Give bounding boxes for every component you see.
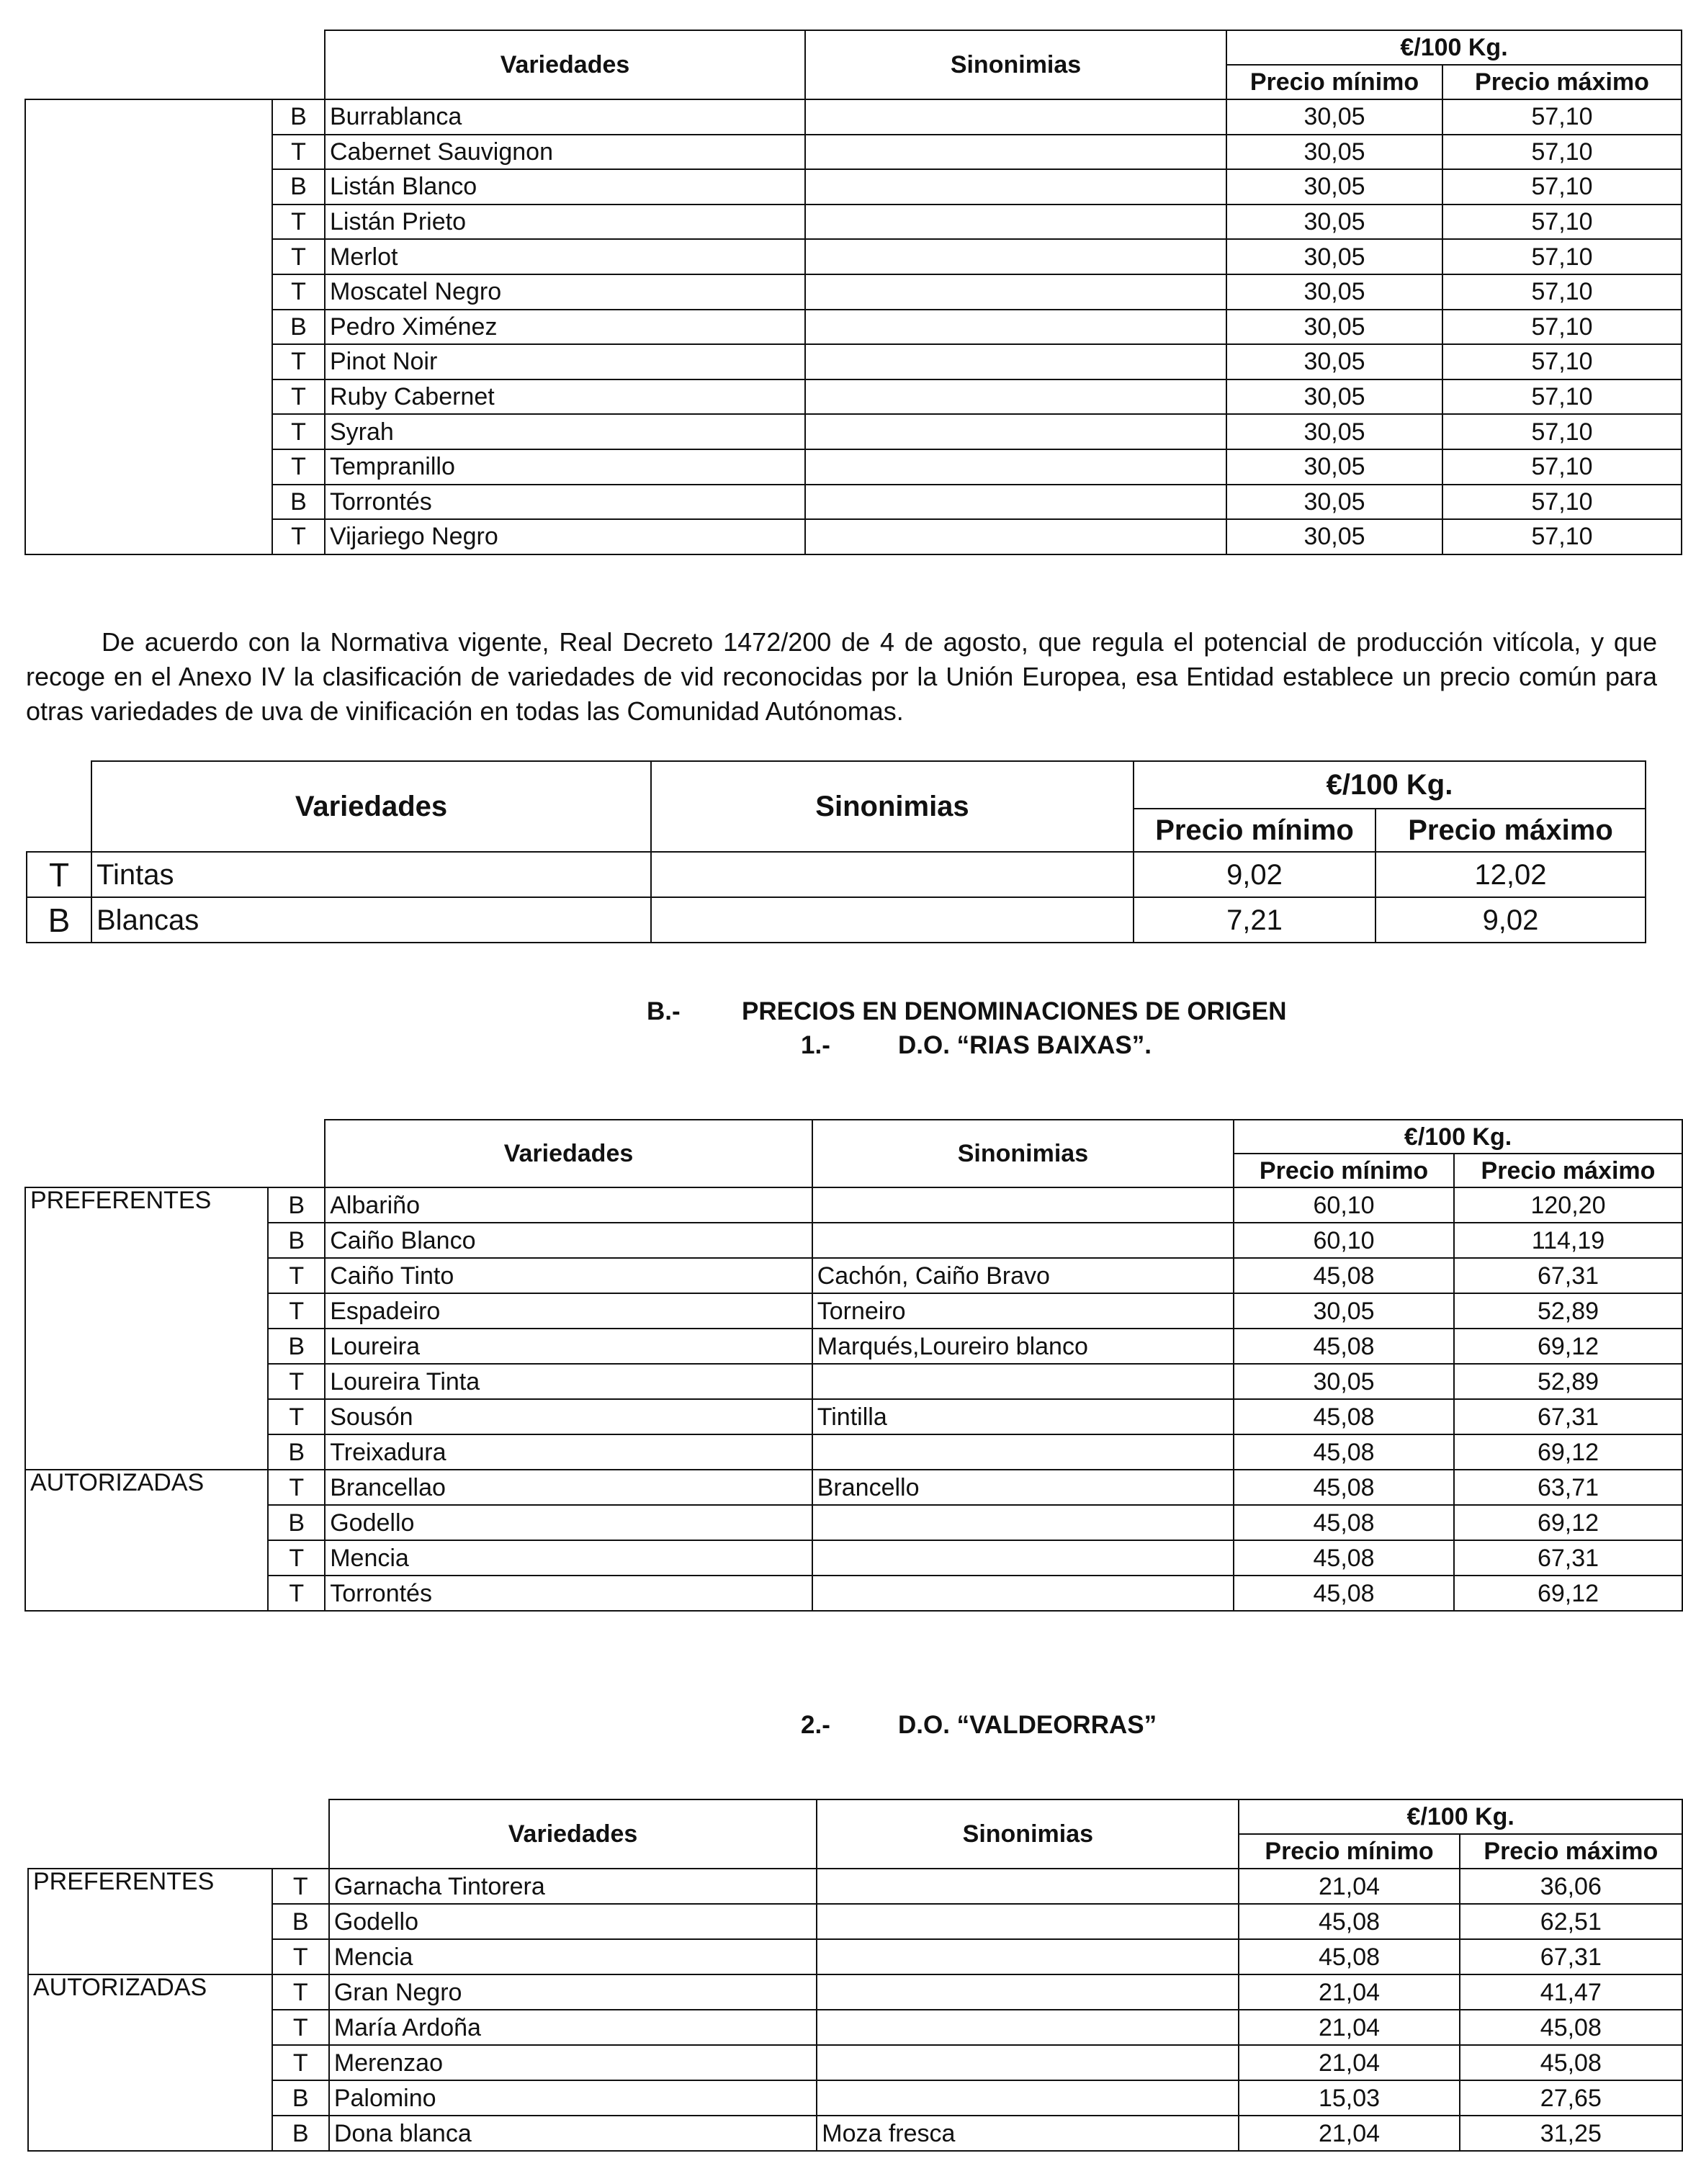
min-price: 45,08 — [1234, 1576, 1454, 1611]
table-row — [25, 274, 1682, 310]
max-price: 36,06 — [1460, 1869, 1682, 1904]
table-row — [25, 99, 1682, 135]
type-code: T — [272, 449, 325, 485]
type-code: T — [272, 379, 325, 415]
variety-name: Gran Negro — [329, 1974, 817, 2010]
group-label: PREFERENTES — [25, 1187, 268, 1223]
max-price: 120,20 — [1454, 1187, 1682, 1223]
min-price: 45,08 — [1234, 1540, 1454, 1576]
header-synonyms: Sinonimias — [817, 1799, 1239, 1869]
type-code: B — [27, 897, 91, 943]
type-code: B — [272, 99, 325, 135]
type-code: B — [268, 1187, 325, 1223]
section-1-title: D.O. “RIAS BAIXAS”. — [898, 1031, 1152, 1059]
type-code: B — [268, 1505, 325, 1540]
synonyms — [817, 1939, 1239, 1974]
variety-name: Caiño Blanco — [325, 1223, 812, 1258]
header-varieties: Variedades — [329, 1799, 817, 1869]
synonyms — [812, 1505, 1234, 1540]
variety-name: Caiño Tinto — [325, 1258, 812, 1293]
group-cell — [25, 1576, 268, 1611]
min-price: 21,04 — [1239, 1869, 1459, 1904]
variety-name: Pedro Ximénez — [325, 310, 805, 345]
max-price: 57,10 — [1442, 239, 1682, 274]
max-price: 69,12 — [1454, 1434, 1682, 1470]
variety-name: Godello — [329, 1904, 817, 1939]
type-code: T — [272, 414, 325, 449]
synonyms — [812, 1540, 1234, 1576]
type-code: T — [272, 2010, 329, 2045]
synonyms — [817, 2080, 1239, 2116]
variety-name: Moscatel Negro — [325, 274, 805, 310]
table-row — [25, 519, 1682, 554]
header-varieties: Variedades — [325, 1120, 812, 1187]
variety-name: Torrontés — [325, 485, 805, 520]
section-b-number: B.- — [647, 997, 681, 1025]
max-price: 114,19 — [1454, 1223, 1682, 1258]
synonyms — [805, 239, 1226, 274]
group-cell — [25, 449, 272, 485]
type-code: B — [272, 2080, 329, 2116]
min-price: 30,05 — [1234, 1293, 1454, 1329]
max-price: 62,51 — [1460, 1904, 1682, 1939]
group-cell — [25, 1399, 268, 1434]
header-currency: €/100 Kg. — [1134, 761, 1646, 809]
table2-body — [27, 852, 1646, 943]
group-cell — [25, 1258, 268, 1293]
max-price: 52,89 — [1454, 1364, 1682, 1399]
synonyms — [805, 310, 1226, 345]
max-price: 57,10 — [1442, 169, 1682, 205]
table-row — [28, 2116, 1682, 2151]
table-row — [25, 485, 1682, 520]
table-row — [28, 2045, 1682, 2080]
group-cell — [28, 2010, 272, 2045]
type-code: T — [272, 205, 325, 240]
synonyms — [805, 205, 1226, 240]
variety-name: Sousón — [325, 1399, 812, 1434]
synonyms — [805, 344, 1226, 379]
variety-name: Ruby Cabernet — [325, 379, 805, 415]
min-price: 21,04 — [1239, 1974, 1459, 2010]
synonyms: Tintilla — [812, 1399, 1234, 1434]
section-b-title: PRECIOS EN DENOMINACIONES DE ORIGEN — [742, 997, 1287, 1025]
max-price: 57,10 — [1442, 310, 1682, 345]
synonyms — [817, 2045, 1239, 2080]
min-price: 60,10 — [1234, 1187, 1454, 1223]
table-row — [25, 1329, 1682, 1364]
variety-name: Espadeiro — [325, 1293, 812, 1329]
header-max-price: Precio máximo — [1442, 65, 1682, 99]
min-price: 30,05 — [1226, 135, 1442, 170]
header-min-price: Precio mínimo — [1134, 809, 1375, 852]
type-code: T — [268, 1470, 325, 1505]
table-row — [28, 1974, 1682, 2010]
max-price: 57,10 — [1442, 485, 1682, 520]
max-price: 57,10 — [1442, 519, 1682, 554]
group-cell — [25, 169, 272, 205]
max-price: 63,71 — [1454, 1470, 1682, 1505]
min-price: 30,05 — [1234, 1364, 1454, 1399]
variety-name: Merenzao — [329, 2045, 817, 2080]
min-price: 15,03 — [1239, 2080, 1459, 2116]
variety-name: Albariño — [325, 1187, 812, 1223]
min-price: 30,05 — [1226, 274, 1442, 310]
type-code: B — [268, 1329, 325, 1364]
group-cell — [25, 1505, 268, 1540]
group-cell — [25, 274, 272, 310]
table-row — [28, 2080, 1682, 2116]
type-code: T — [272, 1939, 329, 1974]
synonyms — [817, 1904, 1239, 1939]
type-code: B — [268, 1434, 325, 1470]
group-cell — [25, 239, 272, 274]
table-row — [25, 1187, 1682, 1223]
synonyms — [805, 449, 1226, 485]
variety-name: Cabernet Sauvignon — [325, 135, 805, 170]
type-code: B — [272, 310, 325, 345]
header-min-price: Precio mínimo — [1239, 1834, 1459, 1869]
max-price: 57,10 — [1442, 205, 1682, 240]
type-code: B — [272, 485, 325, 520]
type-code: T — [272, 2045, 329, 2080]
max-price: 67,31 — [1454, 1399, 1682, 1434]
header-varieties: Variedades — [325, 30, 805, 99]
section-2-number: 2.- — [801, 1711, 830, 1739]
group-cell — [25, 310, 272, 345]
min-price: 9,02 — [1134, 852, 1375, 897]
variety-name: Merlot — [325, 239, 805, 274]
variety-name: Mencia — [325, 1540, 812, 1576]
variety-name: Garnacha Tintorera — [329, 1869, 817, 1904]
min-price: 45,08 — [1234, 1470, 1454, 1505]
type-code: T — [268, 1399, 325, 1434]
price-table-rias-baixas — [24, 1119, 1683, 1612]
max-price: 31,25 — [1460, 2116, 1682, 2151]
variety-name: Listán Prieto — [325, 205, 805, 240]
group-cell — [28, 1939, 272, 1974]
synonyms: Cachón, Caiño Bravo — [812, 1258, 1234, 1293]
price-table-general — [24, 30, 1682, 555]
header-min-price: Precio mínimo — [1234, 1154, 1454, 1187]
min-price: 30,05 — [1226, 449, 1442, 485]
type-code: T — [272, 344, 325, 379]
variety-name: Burrablanca — [325, 99, 805, 135]
table-row — [25, 239, 1682, 274]
max-price: 67,31 — [1454, 1540, 1682, 1576]
type-code: T — [268, 1364, 325, 1399]
synonyms: Torneiro — [812, 1293, 1234, 1329]
max-price: 57,10 — [1442, 344, 1682, 379]
variety-name: María Ardoña — [329, 2010, 817, 2045]
group-label: AUTORIZADAS — [25, 1470, 268, 1505]
header-max-price: Precio máximo — [1454, 1154, 1682, 1187]
variety-name: Blancas — [91, 897, 651, 943]
group-cell — [25, 99, 272, 135]
header-varieties: Variedades — [91, 761, 651, 852]
type-code: T — [268, 1258, 325, 1293]
variety-name: Mencia — [329, 1939, 817, 1974]
synonyms — [812, 1576, 1234, 1611]
regulation-paragraph: De acuerdo con la Normativa vigente, Real Decreto 1472/200 de 4 de agosto, que regula el potencial de producción vitícola, y que recoge en el Anexo IV la clasificación de variedades de vid reconocidas por la Unión Europea, esa Entidad establece un precio común para otras variedades de uva de vinificación en todas las Comunidad Autónomas. — [26, 627, 1657, 726]
synonyms — [805, 414, 1226, 449]
price-table-common — [26, 760, 1646, 943]
max-price: 69,12 — [1454, 1329, 1682, 1364]
group-cell — [25, 1540, 268, 1576]
variety-name: Palomino — [329, 2080, 817, 2116]
group-cell — [25, 1223, 268, 1258]
min-price: 45,08 — [1234, 1329, 1454, 1364]
group-cell — [25, 205, 272, 240]
table-row — [25, 414, 1682, 449]
type-code: T — [268, 1576, 325, 1611]
min-price: 21,04 — [1239, 2045, 1459, 2080]
min-price: 30,05 — [1226, 485, 1442, 520]
header-max-price: Precio máximo — [1375, 809, 1646, 852]
table-row — [25, 1293, 1682, 1329]
variety-name: Tintas — [91, 852, 651, 897]
table-row — [25, 1399, 1682, 1434]
group-label: PREFERENTES — [28, 1869, 272, 1904]
variety-name: Godello — [325, 1505, 812, 1540]
max-price: 52,89 — [1454, 1293, 1682, 1329]
group-cell — [28, 2080, 272, 2116]
synonyms — [805, 99, 1226, 135]
synonyms — [651, 897, 1134, 943]
variety-name: Dona blanca — [329, 2116, 817, 2151]
min-price: 30,05 — [1226, 519, 1442, 554]
table-row — [25, 1364, 1682, 1399]
type-code: T — [268, 1540, 325, 1576]
synonyms: Moza fresca — [817, 2116, 1239, 2151]
max-price: 57,10 — [1442, 135, 1682, 170]
header-synonyms: Sinonimias — [805, 30, 1226, 99]
type-code: T — [272, 1869, 329, 1904]
synonyms — [805, 169, 1226, 205]
max-price: 27,65 — [1460, 2080, 1682, 2116]
table-row — [27, 852, 1646, 897]
min-price: 30,05 — [1226, 310, 1442, 345]
table-row — [28, 1869, 1682, 1904]
section-2-title: D.O. “VALDEORRAS” — [898, 1711, 1157, 1739]
table-row — [25, 1576, 1682, 1611]
group-cell — [28, 2116, 272, 2151]
max-price: 69,12 — [1454, 1505, 1682, 1540]
group-cell — [25, 485, 272, 520]
header-spacer — [25, 30, 325, 99]
synonyms: Marqués,Loureiro blanco — [812, 1329, 1234, 1364]
table-row — [28, 2010, 1682, 2045]
header-max-price: Precio máximo — [1460, 1834, 1682, 1869]
max-price: 57,10 — [1442, 379, 1682, 415]
min-price: 21,04 — [1239, 2116, 1459, 2151]
variety-name: Tempranillo — [325, 449, 805, 485]
min-price: 30,05 — [1226, 379, 1442, 415]
table-row — [25, 449, 1682, 485]
max-price: 69,12 — [1454, 1576, 1682, 1611]
synonyms — [812, 1187, 1234, 1223]
variety-name: Vijariego Negro — [325, 519, 805, 554]
header-spacer — [25, 1120, 325, 1187]
table-row — [25, 169, 1682, 205]
header-currency: €/100 Kg. — [1226, 30, 1682, 65]
variety-name: Torrontés — [325, 1576, 812, 1611]
min-price: 60,10 — [1234, 1223, 1454, 1258]
max-price: 41,47 — [1460, 1974, 1682, 2010]
max-price: 67,31 — [1460, 1939, 1682, 1974]
variety-name: Brancellao — [325, 1470, 812, 1505]
table4-body — [28, 1869, 1682, 2151]
table-row — [25, 1505, 1682, 1540]
table-row — [25, 135, 1682, 170]
table-row — [25, 1258, 1682, 1293]
group-cell — [25, 1434, 268, 1470]
synonyms — [805, 135, 1226, 170]
table-row — [25, 205, 1682, 240]
max-price: 67,31 — [1454, 1258, 1682, 1293]
max-price: 57,10 — [1442, 274, 1682, 310]
min-price: 30,05 — [1226, 169, 1442, 205]
header-spacer — [28, 1799, 329, 1869]
min-price: 30,05 — [1226, 239, 1442, 274]
type-code: B — [272, 169, 325, 205]
group-cell — [28, 1904, 272, 1939]
synonyms — [812, 1434, 1234, 1470]
group-cell — [25, 379, 272, 415]
variety-name: Listán Blanco — [325, 169, 805, 205]
table-row — [25, 310, 1682, 345]
table-row — [25, 344, 1682, 379]
group-cell — [28, 2045, 272, 2080]
group-cell — [25, 135, 272, 170]
max-price: 9,02 — [1375, 897, 1646, 943]
group-cell — [25, 1329, 268, 1364]
variety-name: Syrah — [325, 414, 805, 449]
type-code: T — [272, 1974, 329, 2010]
section-1-number: 1.- — [801, 1031, 830, 1059]
table-row — [27, 897, 1646, 943]
header-currency: €/100 Kg. — [1234, 1120, 1682, 1154]
header-synonyms: Sinonimias — [651, 761, 1134, 852]
table-row — [28, 1939, 1682, 1974]
synonyms — [812, 1364, 1234, 1399]
variety-name: Loureira Tinta — [325, 1364, 812, 1399]
header-currency: €/100 Kg. — [1239, 1799, 1682, 1834]
table-row — [25, 1434, 1682, 1470]
group-cell — [25, 414, 272, 449]
group-cell — [25, 344, 272, 379]
header-synonyms: Sinonimias — [812, 1120, 1234, 1187]
group-label: AUTORIZADAS — [28, 1974, 272, 2010]
min-price: 30,05 — [1226, 205, 1442, 240]
type-code: B — [272, 1904, 329, 1939]
max-price: 45,08 — [1460, 2010, 1682, 2045]
table3-body — [25, 1187, 1682, 1611]
header-min-price: Precio mínimo — [1226, 65, 1442, 99]
synonyms — [805, 519, 1226, 554]
synonyms: Brancello — [812, 1470, 1234, 1505]
variety-name: Treixadura — [325, 1434, 812, 1470]
min-price: 45,08 — [1234, 1399, 1454, 1434]
synonyms — [805, 379, 1226, 415]
min-price: 7,21 — [1134, 897, 1375, 943]
max-price: 57,10 — [1442, 99, 1682, 135]
min-price: 45,08 — [1234, 1505, 1454, 1540]
type-code: B — [268, 1223, 325, 1258]
group-cell — [25, 519, 272, 554]
min-price: 45,08 — [1234, 1258, 1454, 1293]
min-price: 30,05 — [1226, 344, 1442, 379]
group-cell — [25, 1364, 268, 1399]
synonyms — [812, 1223, 1234, 1258]
max-price: 57,10 — [1442, 449, 1682, 485]
synonyms — [805, 485, 1226, 520]
header-spacer — [27, 761, 91, 852]
type-code: T — [272, 519, 325, 554]
table-row — [25, 1470, 1682, 1505]
synonyms — [805, 274, 1226, 310]
type-code: T — [272, 135, 325, 170]
max-price: 12,02 — [1375, 852, 1646, 897]
table-row — [25, 379, 1682, 415]
synonyms — [817, 1869, 1239, 1904]
table1-body — [25, 99, 1682, 554]
synonyms — [651, 852, 1134, 897]
min-price: 45,08 — [1234, 1434, 1454, 1470]
type-code: T — [272, 239, 325, 274]
type-code: T — [272, 274, 325, 310]
table-row — [28, 1904, 1682, 1939]
min-price: 45,08 — [1239, 1939, 1459, 1974]
table-row — [25, 1223, 1682, 1258]
min-price: 30,05 — [1226, 414, 1442, 449]
type-code: B — [272, 2116, 329, 2151]
min-price: 30,05 — [1226, 99, 1442, 135]
group-cell — [25, 1293, 268, 1329]
type-code: T — [268, 1293, 325, 1329]
variety-name: Pinot Noir — [325, 344, 805, 379]
min-price: 21,04 — [1239, 2010, 1459, 2045]
table-row — [25, 1540, 1682, 1576]
max-price: 57,10 — [1442, 414, 1682, 449]
variety-name: Loureira — [325, 1329, 812, 1364]
min-price: 45,08 — [1239, 1904, 1459, 1939]
type-code: T — [27, 852, 91, 897]
max-price: 45,08 — [1460, 2045, 1682, 2080]
synonyms — [817, 2010, 1239, 2045]
synonyms — [817, 1974, 1239, 2010]
price-table-valdeorras — [27, 1799, 1683, 2152]
